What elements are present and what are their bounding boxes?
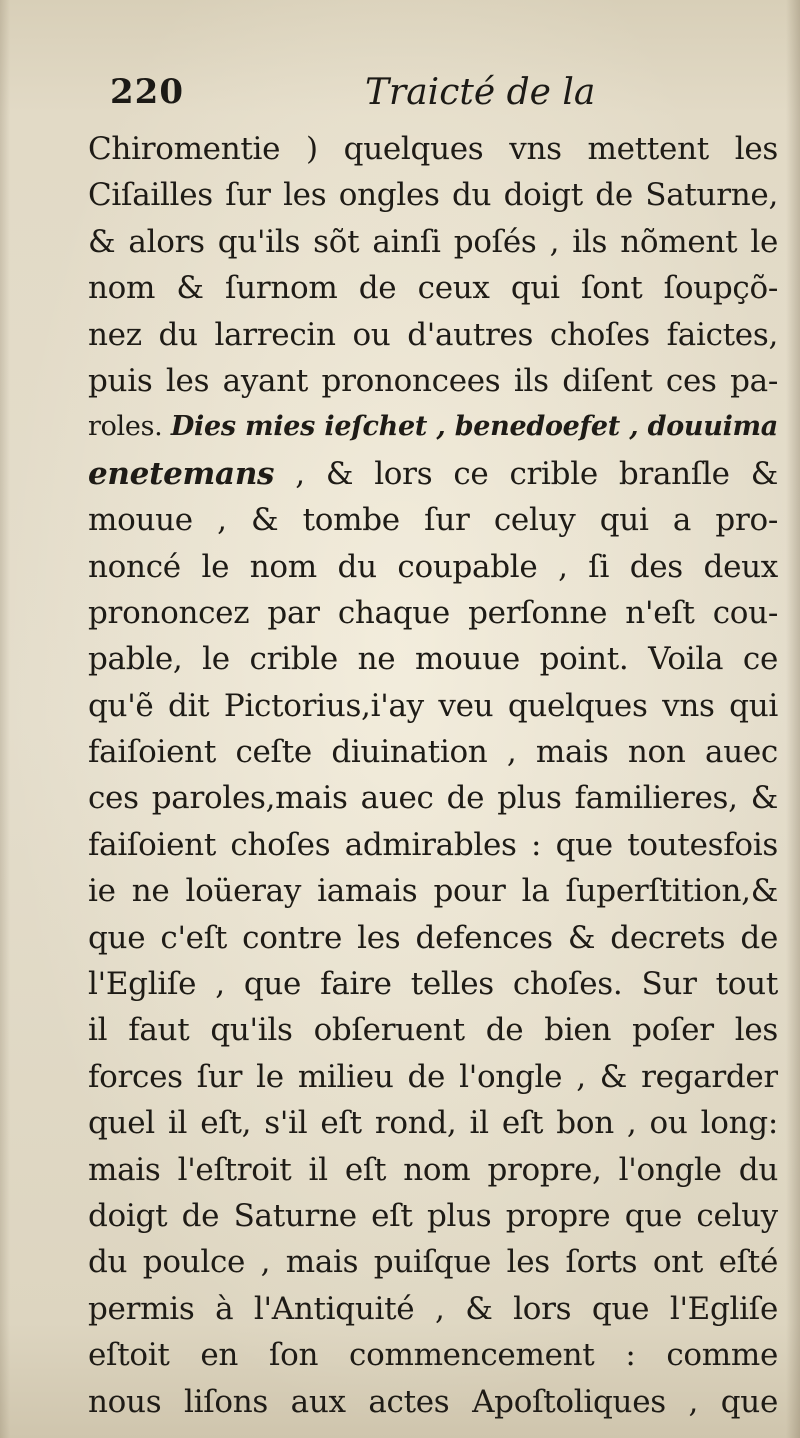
page-number: 220 <box>110 72 184 112</box>
text-line: permis à l'Antiquité , & lors que l'Egliſe <box>88 1290 778 1327</box>
text-line: nez du larrecin ou d'autres choſes faictes, <box>88 316 778 353</box>
text-line: Ciſailles ſur les ongles du doigt de Saturne, <box>88 177 778 214</box>
text-line: pable, le crible ne mouue point. Voila ce <box>88 641 778 678</box>
text-line: mouue , & tombe ſur celuy qui a pro- <box>88 502 778 539</box>
text-line: mais l'eſtroit il eſt nom propre, l'ongle du <box>88 1151 778 1188</box>
text-line: faiſoient ceſte diuination , mais non auec <box>88 734 778 771</box>
body-text <box>88 126 778 1425</box>
running-title: Traicté de la <box>365 72 596 113</box>
text-line: eſtoit en ſon commencement : comme <box>88 1337 778 1374</box>
italic-incantation-end: enetemans <box>88 455 275 492</box>
text-line-end: , & lors ce crible branſle & <box>295 455 778 492</box>
text-line: doigt de Saturne eſt plus propre que celuy <box>88 1197 778 1234</box>
text-line: quel il eſt, s'il eſt rond, il eſt bon , ou long: <box>88 1105 778 1142</box>
text-line: l'Egliſe , que faire telles choſes. Sur tout <box>88 966 778 1003</box>
text-line: & alors qu'ils sõt ainſi poſés , ils nõment le <box>88 223 778 260</box>
text-line: ie ne loüeray iamais pour la ſuperſtition,& <box>88 873 778 910</box>
text-line: il faut qu'ils obſeruent de bien poſer les <box>88 1012 778 1049</box>
text-line: faiſoient choſes admirables : que toutesfois <box>88 826 778 863</box>
text-line-mixed <box>88 451 778 497</box>
text-line: forces ſur le milieu de l'ongle , & regarder <box>88 1058 778 1095</box>
page-header <box>110 72 770 122</box>
text-line: que c'eſt contre les defences & decrets de <box>88 919 778 956</box>
page-edge-shadow <box>786 0 800 1438</box>
text-line: nous liſons aux actes Apoſtoliques , que <box>88 1383 778 1420</box>
text-line: du poulce , mais puiſque les ſorts ont eſté <box>88 1244 778 1281</box>
text-line: prononcez par chaque perſonne n'eſt cou- <box>88 594 778 631</box>
text-line: Chiromentie ) quelques vns mettent les <box>88 131 778 167</box>
text-line-mixed <box>88 404 778 450</box>
text-line: noncé le nom du coupable , ſi des deux <box>88 548 778 585</box>
text-line: nom & ſurnom de ceux qui ſont ſoupçõ- <box>88 270 778 307</box>
text-line: puis les ayant prononcees ils diſent ces pa- <box>88 362 778 399</box>
text-line: qu'ẽ dit Pictorius,i'ay veu quelques vns qui <box>88 687 778 724</box>
page-gutter-shadow <box>0 0 10 1438</box>
italic-incantation: Dies mies ieſchet , benedoefet , douuima <box>170 411 778 443</box>
text-line: ces paroles,mais auec de plus familieres, & <box>88 780 778 817</box>
text-line-start: roles. <box>88 411 163 443</box>
